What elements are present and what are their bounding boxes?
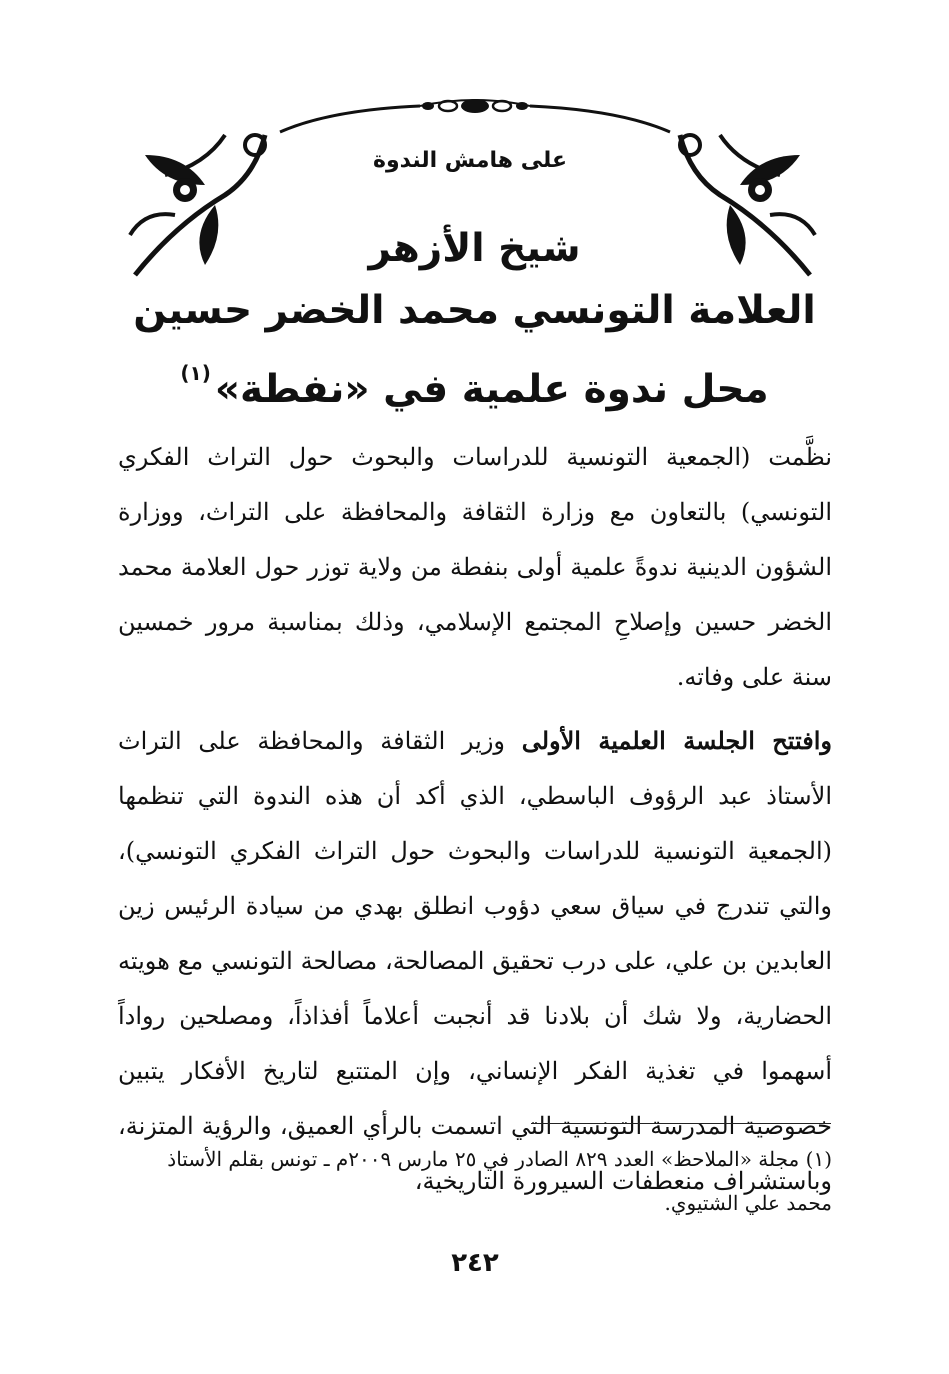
footnote-marker: (١) — [805, 1147, 832, 1171]
top-ornament-icon — [270, 92, 680, 140]
title-line-3-text: محل ندوة علمية في «نفطة» — [214, 367, 769, 412]
footnote-reference: (١) — [180, 361, 211, 385]
running-head: على هامش الندوة — [373, 148, 567, 173]
title-line-2: العلامة التونسي محمد الخضر حسين — [133, 288, 816, 333]
paragraph-2 — [118, 713, 832, 1209]
article-body — [118, 430, 832, 1217]
paragraph-2-text: وزير الثقافة والمحافظة على التراث الأستاذ عبد الرؤوف الباسطي، الذي أكد أن هذه الندوة التي تنظمها (الجمعية التونسية للدراسات والبحوث حول التراث الفكري التونسي)، والتي تندرج في سياق سعي دؤوب انطلق بهدي من سيادة الرئيس زين العابدين بن علي، على درب تحقيق المصالحة، مصالحة التونسي مع هويته الحضارية، ولا شك أن بلادنا قد أنجبت أعلاماً أفذاذاً، ومصلحين رواداً أسهموا في تغذية الفكر الإنساني، وإن المتتبع لتاريخ الأفكار يتبين خصوصية المدرسة التونسية التي اتسمت بالرأي العميق، والرؤية المتزنة، وباستشراف منعطفات السيرورة التاريخية، — [118, 727, 833, 1195]
paragraph-1 — [118, 430, 832, 705]
article-title — [120, 218, 829, 421]
paragraph-1-text: نظَّمت (الجمعية التونسية للدراسات والبحوث حول التراث الفكري التونسي) بالتعاون مع وزارة الثقافة والمحافظة على التراث، ووزارة الشؤون الدينية ندوةً علمية أولى بنفطة من ولاية توزر حول العلامة محمد الخضر حسين وإصلاحِ المجتمع الإسلامي، وذلك بمناسبة مرور خمسين سنة على وفاته. — [118, 443, 832, 691]
footnote-divider — [531, 1123, 831, 1124]
paragraph-2-lead: وافتتح الجلسة العلمية الأولى — [521, 726, 832, 755]
title-line-1: شيخ الأزهر — [368, 226, 581, 271]
footnote — [118, 1137, 832, 1225]
footnote-text: مجلة «الملاحظ» العدد ٨٢٩ الصادر في ٢٥ مارس ٢٠٠٩م ـ تونس بقلم الأستاذ محمد علي الشتيوي. — [167, 1147, 832, 1215]
title-line-3 — [120, 342, 829, 421]
page-number: ٢٤٢ — [451, 1248, 499, 1278]
